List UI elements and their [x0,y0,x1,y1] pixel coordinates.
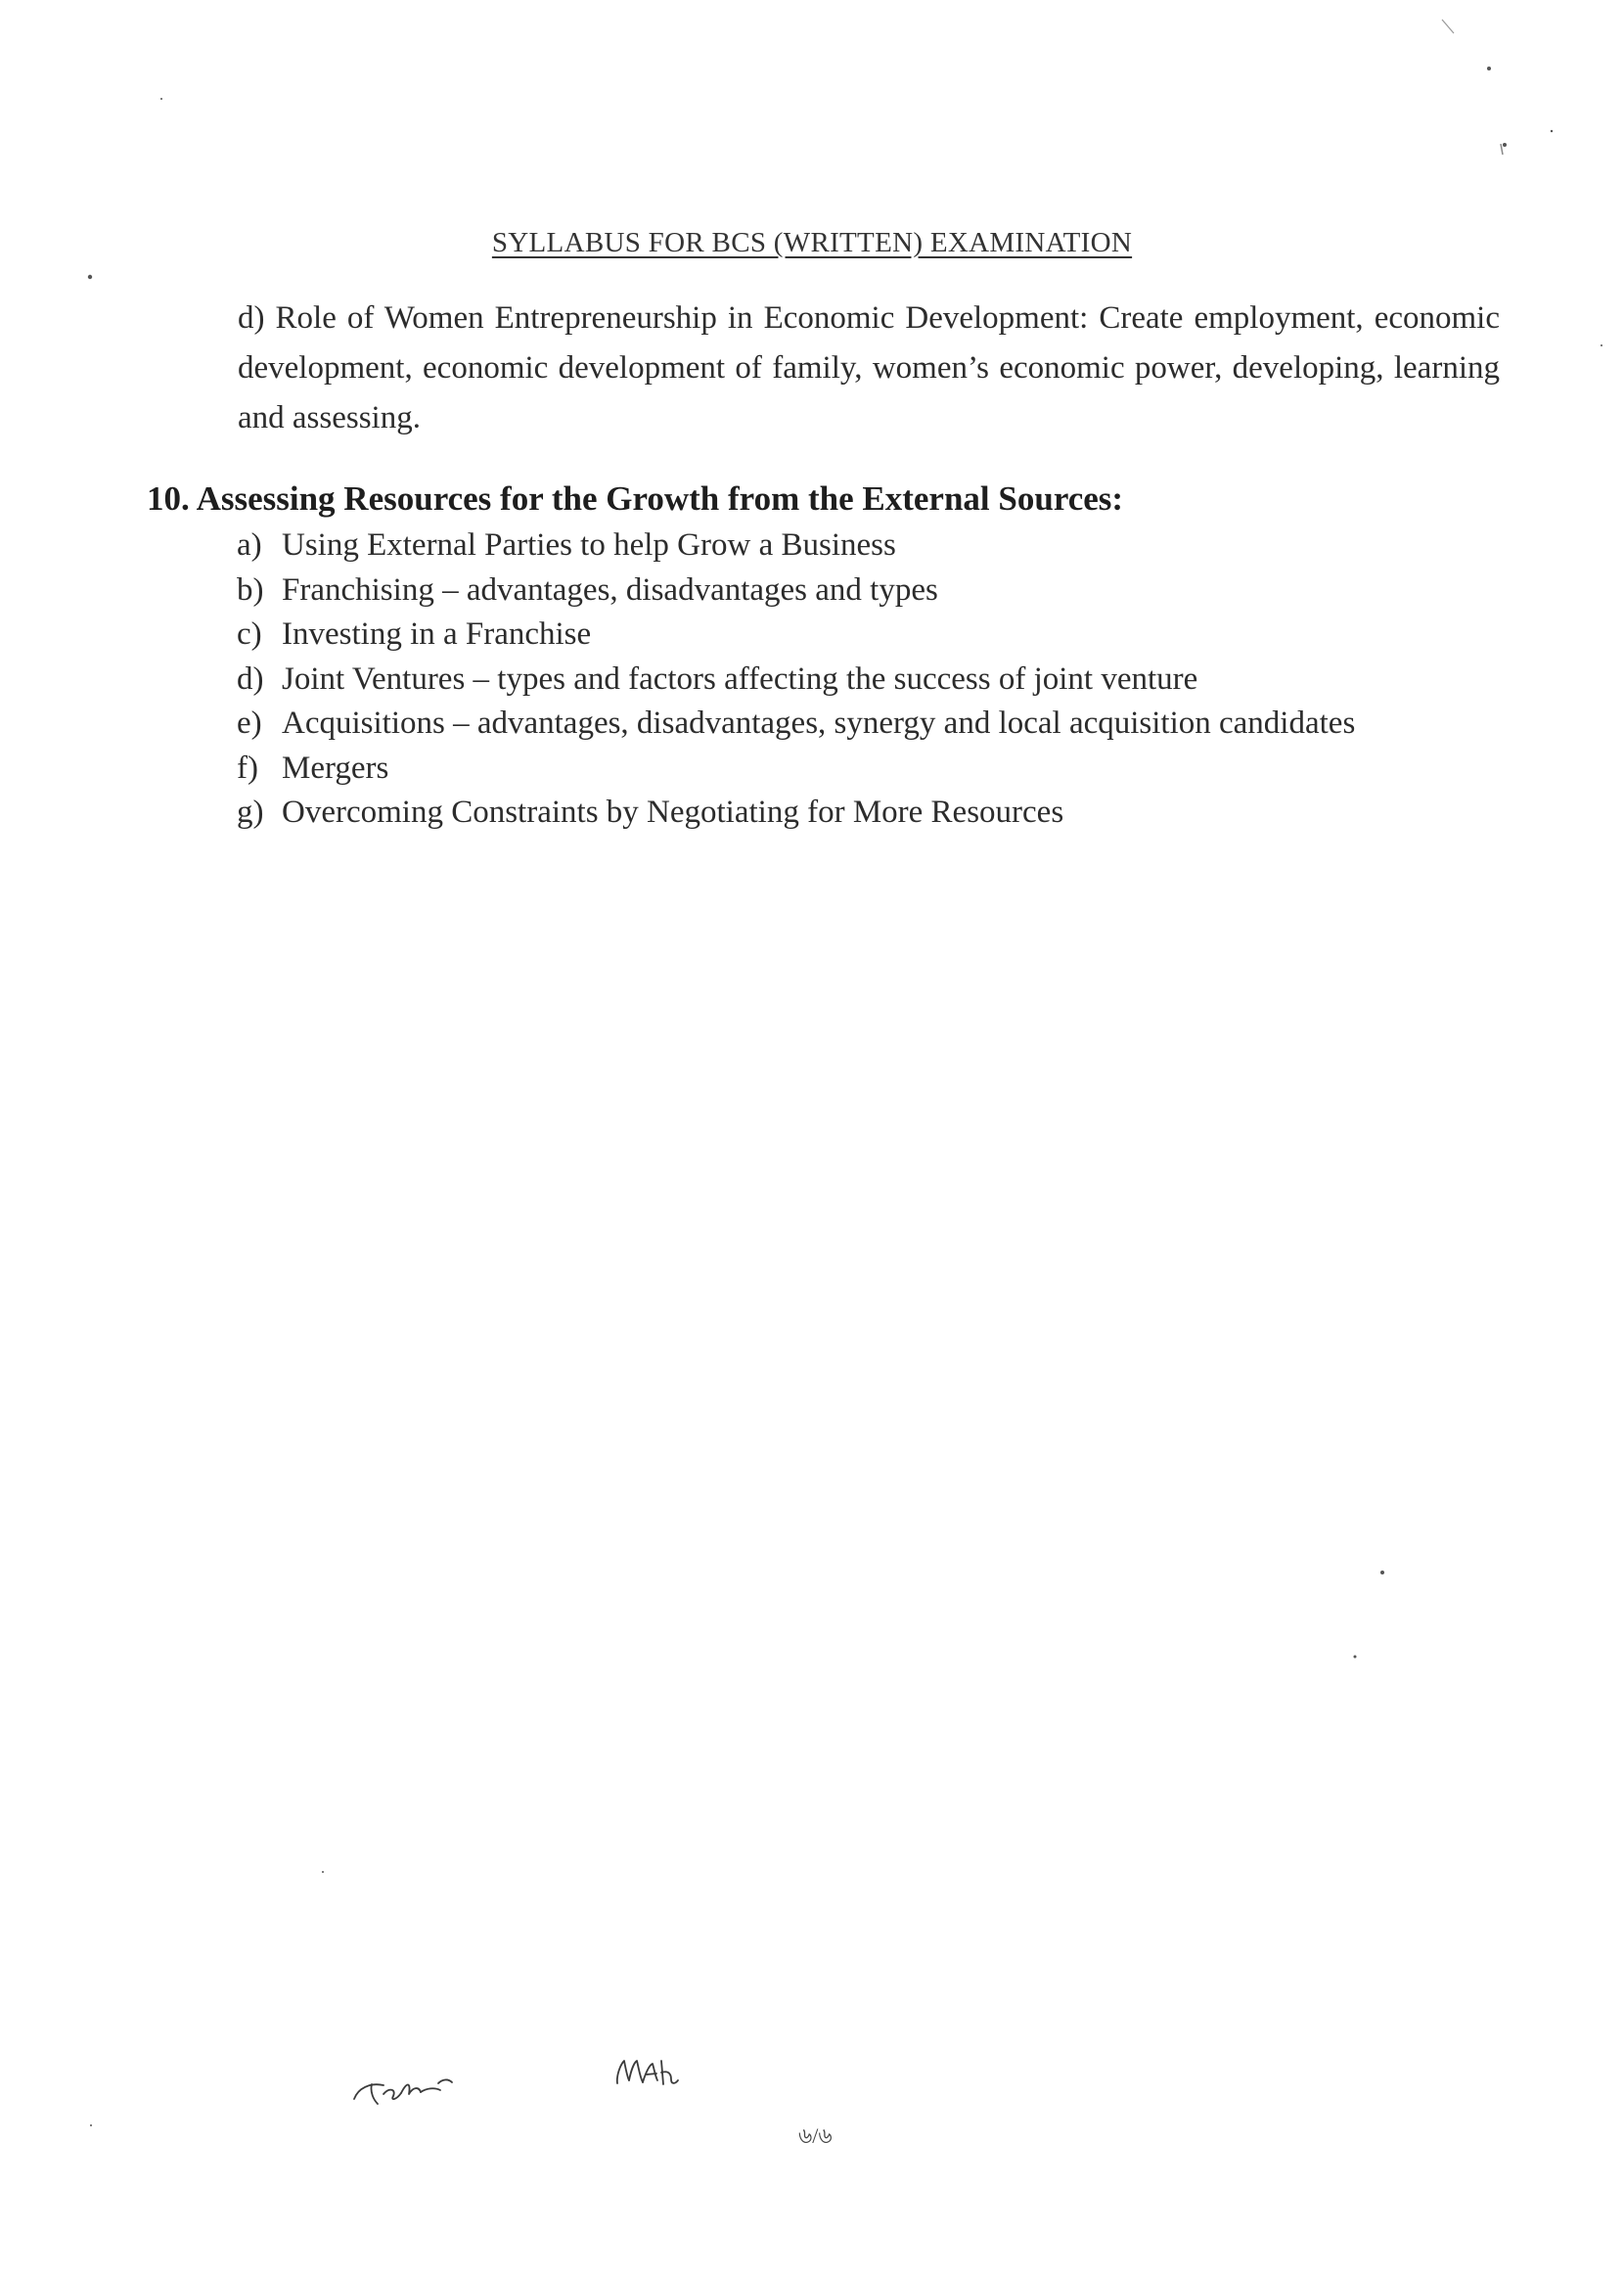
list-item-text: Franchising – advantages, disadvantages and types [282,571,938,608]
list-item [237,524,1355,569]
list-item [237,613,1355,658]
list-item-label: d) [237,661,264,697]
list-item-text: Investing in a Franchise [282,616,592,652]
section-heading: 10. Assessing Resources for the Growth from the External Sources: [147,479,1124,518]
list-item-label: f) [237,750,258,786]
list-item-text: Using External Parties to help Grow a Business [282,527,896,563]
list-item [237,702,1355,747]
list-item [237,791,1355,836]
list-item-label: a) [237,527,262,563]
list-item [237,747,1355,792]
signature-mah [617,2061,678,2084]
list-item-text: Overcoming Constraints by Negotiating for More Resources [282,795,1064,830]
list-item-label: g) [237,795,264,830]
list-item-label: e) [237,706,262,741]
list-item-text: Joint Ventures – types and factors affecting the success of joint venture [282,661,1198,697]
intro-paragraph: d) Role of Women Entrepreneurship in Economic Development: Create employment, economic development, economic development of family, women’s economic power, developing, learning and assessing. [238,300,1500,435]
page-title: SYLLABUS FOR BCS (WRITTEN) EXAMINATION [491,227,1133,258]
list-item-text: Acquisitions – advantages, disadvantages, synergy and local acquisition candidates [282,706,1356,741]
section-item-list [237,524,1355,836]
list-item [237,658,1355,703]
list-item-label: b) [237,571,264,608]
page-number: ৬/৬ [798,2123,833,2148]
list-item-text: Mergers [282,750,389,786]
list-item-label: c) [237,616,262,652]
signature-tahmi [354,2079,452,2104]
list-item [237,569,1355,614]
